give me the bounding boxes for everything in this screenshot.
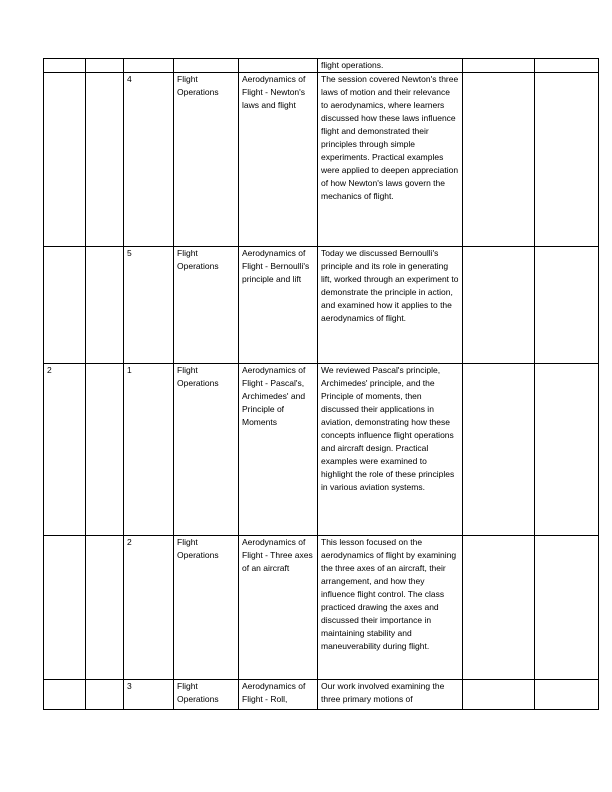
unit-cell: Flight Operations xyxy=(174,73,239,247)
table-row xyxy=(44,536,599,680)
topic-cell: Aerodynamics of Flight - Newton's laws and flight xyxy=(239,73,318,247)
summary-cell: Today we discussed Bernoulli's principle and its role in generating lift, worked through an experiment to demonstrate the principle in action, and examined how it applies to the aerodynamics of flight. xyxy=(318,247,463,364)
table-row xyxy=(44,73,599,247)
lesson-number-cell xyxy=(124,59,174,73)
blank-cell xyxy=(463,536,535,680)
blank-cell xyxy=(535,680,599,710)
blank-cell xyxy=(463,680,535,710)
table-row xyxy=(44,59,599,73)
blank-cell xyxy=(86,73,124,247)
blank-cell xyxy=(463,364,535,536)
blank-cell xyxy=(535,73,599,247)
table-row xyxy=(44,247,599,364)
summary-cell: The session covered Newton's three laws of motion and their relevance to aerodynamics, where learners discussed how these laws influence flight and demonstrated their principles through simple experiments. Practical examples were applied to deepen appreciation of how Newton's laws govern the mechanics of flight. xyxy=(318,73,463,247)
week-cell xyxy=(44,73,86,247)
lesson-number-cell: 1 xyxy=(124,364,174,536)
unit-cell: Flight Operations xyxy=(174,364,239,536)
topic-cell xyxy=(239,59,318,73)
summary-cell: We reviewed Pascal's principle, Archimedes' principle, and the Principle of moments, then discussed their applications in aviation, demonstrating how these concepts influence flight operations and aircraft design. Practical examples were examined to highlight the role of these principles in various aviation systems. xyxy=(318,364,463,536)
blank-cell xyxy=(535,536,599,680)
week-cell xyxy=(44,59,86,73)
week-cell xyxy=(44,536,86,680)
week-cell: 2 xyxy=(44,364,86,536)
blank-cell xyxy=(86,247,124,364)
unit-cell xyxy=(174,59,239,73)
unit-cell: Flight Operations xyxy=(174,536,239,680)
blank-cell xyxy=(463,73,535,247)
week-cell xyxy=(44,680,86,710)
blank-cell xyxy=(463,247,535,364)
topic-cell: Aerodynamics of Flight - Bernoulli's principle and lift xyxy=(239,247,318,364)
blank-cell xyxy=(86,59,124,73)
lesson-number-cell: 3 xyxy=(124,680,174,710)
week-cell xyxy=(44,247,86,364)
topic-cell: Aerodynamics of Flight - Three axes of an aircraft xyxy=(239,536,318,680)
unit-cell: Flight Operations xyxy=(174,247,239,364)
lesson-number-cell: 4 xyxy=(124,73,174,247)
summary-cell: This lesson focused on the aerodynamics of flight by examining the three axes of an aircraft, their arrangement, and how they influence flight control. The class practiced drawing the axes and discussed their importance in maintaining stability and maneuverability during flight. xyxy=(318,536,463,680)
blank-cell xyxy=(86,364,124,536)
blank-cell xyxy=(463,59,535,73)
table-row xyxy=(44,364,599,536)
unit-cell: Flight Operations xyxy=(174,680,239,710)
summary-cell: flight operations. xyxy=(318,59,463,73)
lesson-log-table xyxy=(43,58,599,710)
blank-cell xyxy=(535,364,599,536)
table-row xyxy=(44,680,599,710)
topic-cell: Aerodynamics of Flight - Pascal's, Archimedes' and Principle of Moments xyxy=(239,364,318,536)
blank-cell xyxy=(535,247,599,364)
summary-cell: Our work involved examining the three primary motions of xyxy=(318,680,463,710)
blank-cell xyxy=(86,680,124,710)
blank-cell xyxy=(535,59,599,73)
lesson-number-cell: 2 xyxy=(124,536,174,680)
lesson-number-cell: 5 xyxy=(124,247,174,364)
blank-cell xyxy=(86,536,124,680)
topic-cell: Aerodynamics of Flight - Roll, xyxy=(239,680,318,710)
